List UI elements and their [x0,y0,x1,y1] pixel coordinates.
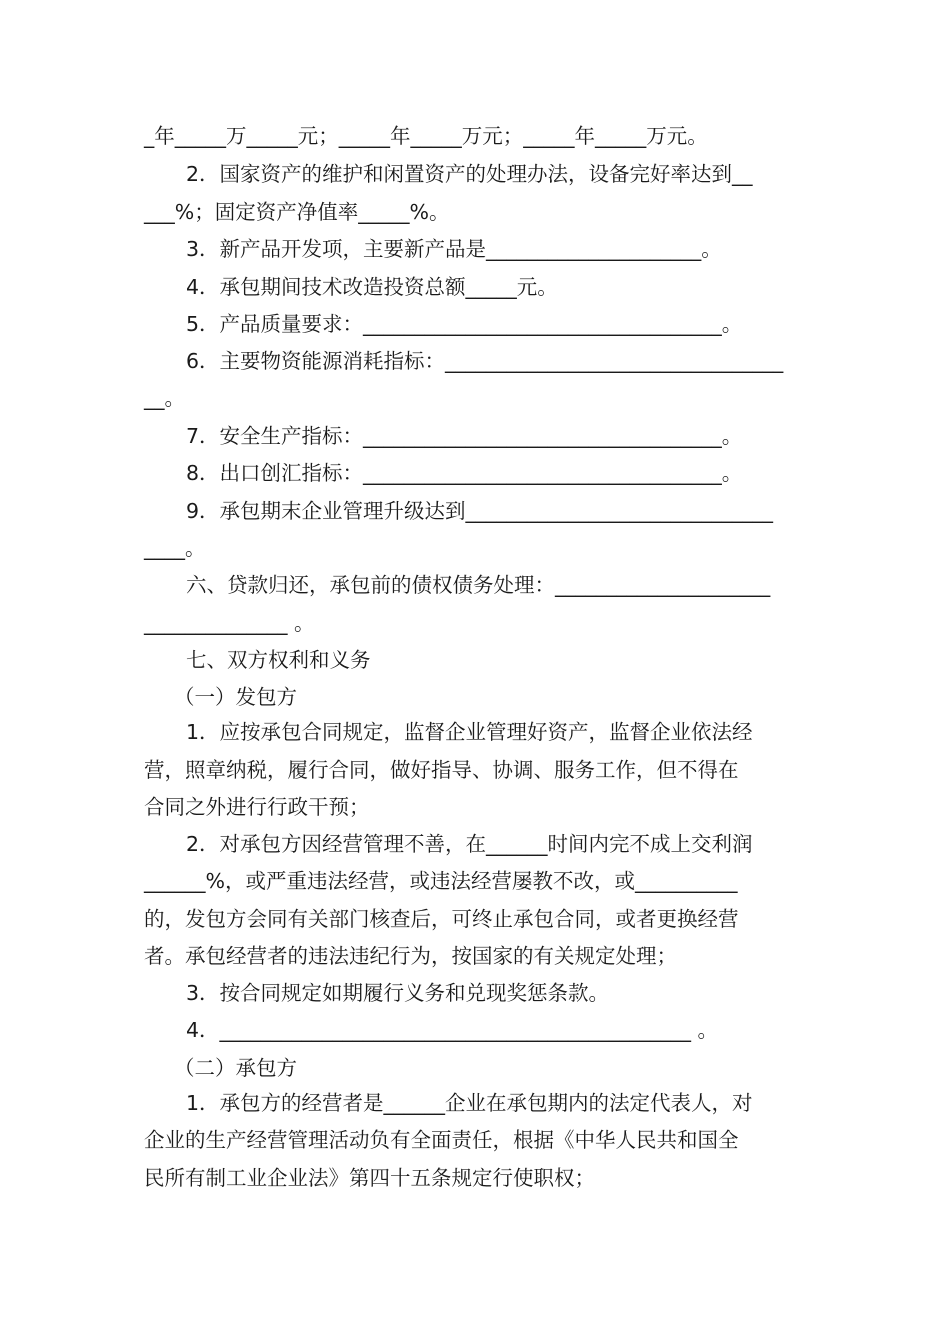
subsection-heading: （一）发包方 [174,685,297,709]
text-line: 民所有制工业企业法》第四十五条规定行使职权； [144,1166,595,1190]
text-line: _年_____万_____元；_____年_____万元；_____年_____万元。 [144,124,708,148]
text-line: 的，发包方会同有关部门核查后，可终止承包合同，或者更换经营 [144,907,739,931]
text-line: 7．安全生产指标：___________________________________。 [186,424,743,448]
text-line: 3．按合同规定如期履行义务和兑现奖惩条款。 [186,981,610,1005]
text-line: 六、贷款归还，承包前的债权债务处理：_____________________ [186,573,771,597]
text-line: 合同之外进行行政干预； [144,795,370,819]
text-line: ______%，或严重违法经营，或违法经营屡教不改，或__________ [144,869,738,893]
text-line: 5．产品质量要求：___________________________________。 [186,312,743,336]
text-line: ______________ 。 [144,611,315,635]
text-line: 6．主要物资能源消耗指标：_________________________________ [186,349,784,373]
text-line: 1．承包方的经营者是______企业在承包期内的法定代表人，对 [186,1091,753,1115]
text-line: 1．应按承包合同规定，监督企业管理好资产，监督企业依法经 [186,720,753,744]
text-line: 9．承包期末企业管理升级达到______________________________ [186,499,774,523]
text-line: 2．国家资产的维护和闲置资产的处理办法，设备完好率达到__ [186,162,753,186]
text-line: 2．对承包方因经营管理不善，在______时间内完不成上交利润 [186,832,753,856]
subsection-heading: （二）承包方 [174,1056,297,1080]
section-heading: 七、双方权利和义务 [186,648,371,672]
text-line: __。 [144,386,185,410]
text-line: 3．新产品开发项，主要新产品是_____________________。 [186,237,722,261]
text-line: 8．出口创汇指标：___________________________________。 [186,461,743,485]
text-line: ____。 [144,536,206,560]
text-line: ___%；固定资产净值率_____%。 [144,200,450,224]
text-line: 营，照章纳税，履行合同，做好指导、协调、服务工作，但不得在 [144,758,739,782]
text-line: 企业的生产经营管理活动负有全面责任，根据《中华人民共和国全 [144,1128,739,1152]
text-line: 4．承包期间技术改造投资总额_____元。 [186,275,558,299]
text-line: 者。承包经营者的违法违纪行为，按国家的有关规定处理； [144,944,677,968]
text-line: 4．______________________________________________ 。 [186,1018,719,1042]
